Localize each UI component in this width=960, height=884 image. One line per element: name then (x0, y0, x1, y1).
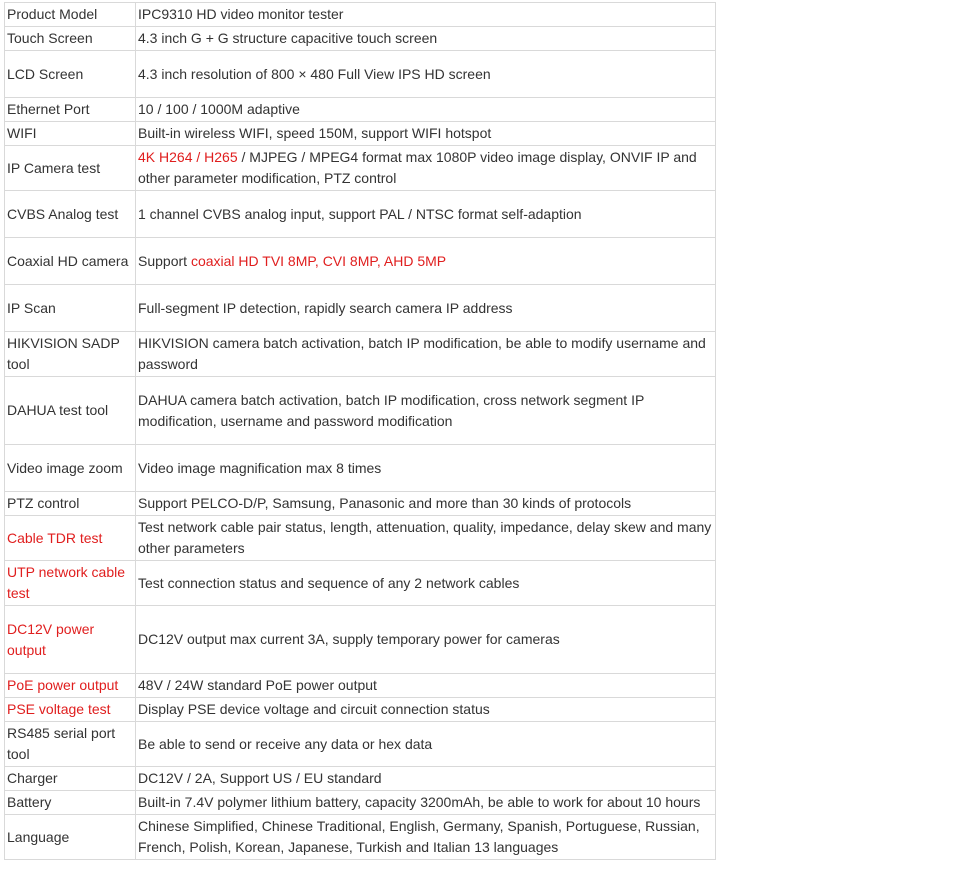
row-label: Product Model (5, 3, 136, 27)
table-row-touch-screen (5, 27, 716, 51)
row-label: DC12V power output (5, 606, 136, 674)
row-value: IPC9310 HD video monitor tester (136, 3, 716, 27)
row-label: DAHUA test tool (5, 377, 136, 445)
row-label: Battery (5, 791, 136, 815)
row-value: Test connection status and sequence of any 2 network cables (136, 561, 716, 606)
row-value: Built-in 7.4V polymer lithium battery, capacity 3200mAh, be able to work for about 10 hours (136, 791, 716, 815)
table-row-video-image-zoom (5, 445, 716, 492)
table-row-cvbs-analog-test (5, 191, 716, 238)
row-value: DAHUA camera batch activation, batch IP modification, cross network segment IP modification, username and password modification (136, 377, 716, 445)
row-label: UTP network cable test (5, 561, 136, 606)
table-row-cable-tdr-test (5, 516, 716, 561)
table-row-dahua-test-tool (5, 377, 716, 445)
row-label: LCD Screen (5, 51, 136, 98)
row-label: PTZ control (5, 492, 136, 516)
row-label: Coaxial HD camera (5, 238, 136, 285)
row-label: Touch Screen (5, 27, 136, 51)
table-row-language (5, 815, 716, 860)
table-row-lcd-screen (5, 51, 716, 98)
spec-table (4, 2, 716, 860)
table-row-poe-power-output (5, 674, 716, 698)
table-row-hikvision-sadp-tool (5, 332, 716, 377)
row-value: DC12V / 2A, Support US / EU standard (136, 767, 716, 791)
table-row-pse-voltage-test (5, 698, 716, 722)
row-value: 4.3 inch resolution of 800 × 480 Full View IPS HD screen (136, 51, 716, 98)
row-value-highlight: 4K H264 / H265 (138, 149, 238, 165)
table-row-coaxial-hd-camera (5, 238, 716, 285)
row-value: Built-in wireless WIFI, speed 150M, support WIFI hotspot (136, 122, 716, 146)
table-row-wifi (5, 122, 716, 146)
row-label: Language (5, 815, 136, 860)
row-value-prefix: Support (138, 252, 191, 269)
row-value: DC12V output max current 3A, supply temporary power for cameras (136, 606, 716, 674)
row-label: Charger (5, 767, 136, 791)
row-value: 48V / 24W standard PoE power output (136, 674, 716, 698)
row-label: PoE power output (5, 674, 136, 698)
row-value: HIKVISION camera batch activation, batch IP modification, be able to modify username and password (136, 332, 716, 377)
table-row-charger (5, 767, 716, 791)
row-value-highlight: coaxial HD TVI 8MP, CVI 8MP, AHD 5MP (190, 252, 447, 269)
table-row-dc12v-power-output (5, 606, 716, 674)
row-label: IP Camera test (5, 146, 136, 191)
row-label: RS485 serial port tool (5, 722, 136, 767)
row-value (136, 238, 716, 285)
row-value-rest: / MJPEG / MPEG4 format max 1080P video image display, ONVIF IP and other parameter modification, PTZ control (138, 149, 697, 186)
row-value: Be able to send or receive any data or hex data (136, 722, 716, 767)
table-row-ethernet-port (5, 98, 716, 122)
row-label: WIFI (5, 122, 136, 146)
table-row-ip-scan (5, 285, 716, 332)
row-value: Test network cable pair status, length, attenuation, quality, impedance, delay skew and many other parameters (136, 516, 716, 561)
row-label: Ethernet Port (5, 98, 136, 122)
row-value: Support PELCO-D/P, Samsung, Panasonic and more than 30 kinds of protocols (136, 492, 716, 516)
row-label: CVBS Analog test (5, 191, 136, 238)
row-label: PSE voltage test (5, 698, 136, 722)
row-value: Full-segment IP detection, rapidly search camera IP address (136, 285, 716, 332)
table-row-battery (5, 791, 716, 815)
row-value: 10 / 100 / 1000M adaptive (136, 98, 716, 122)
row-value (136, 146, 716, 191)
row-label: HIKVISION SADP tool (5, 332, 136, 377)
row-label: IP Scan (5, 285, 136, 332)
row-label: Cable TDR test (5, 516, 136, 561)
row-value: 1 channel CVBS analog input, support PAL / NTSC format self-adaption (136, 191, 716, 238)
table-row-rs485-serial-port-tool (5, 722, 716, 767)
row-label: Video image zoom (5, 445, 136, 492)
table-row-product-model (5, 3, 716, 27)
row-value: Chinese Simplified, Chinese Traditional, English, Germany, Spanish, Portuguese, Russian, French, Polish, Korean, Japanese, Turkish and Italian 13 languages (136, 815, 716, 860)
row-value: Video image magnification max 8 times (136, 445, 716, 492)
row-value: 4.3 inch G + G structure capacitive touch screen (136, 27, 716, 51)
table-row-ptz-control (5, 492, 716, 516)
table-row-utp-network-cable-test (5, 561, 716, 606)
table-row-ip-camera-test (5, 146, 716, 191)
row-value: Display PSE device voltage and circuit connection status (136, 698, 716, 722)
spec-table-body (5, 3, 716, 860)
